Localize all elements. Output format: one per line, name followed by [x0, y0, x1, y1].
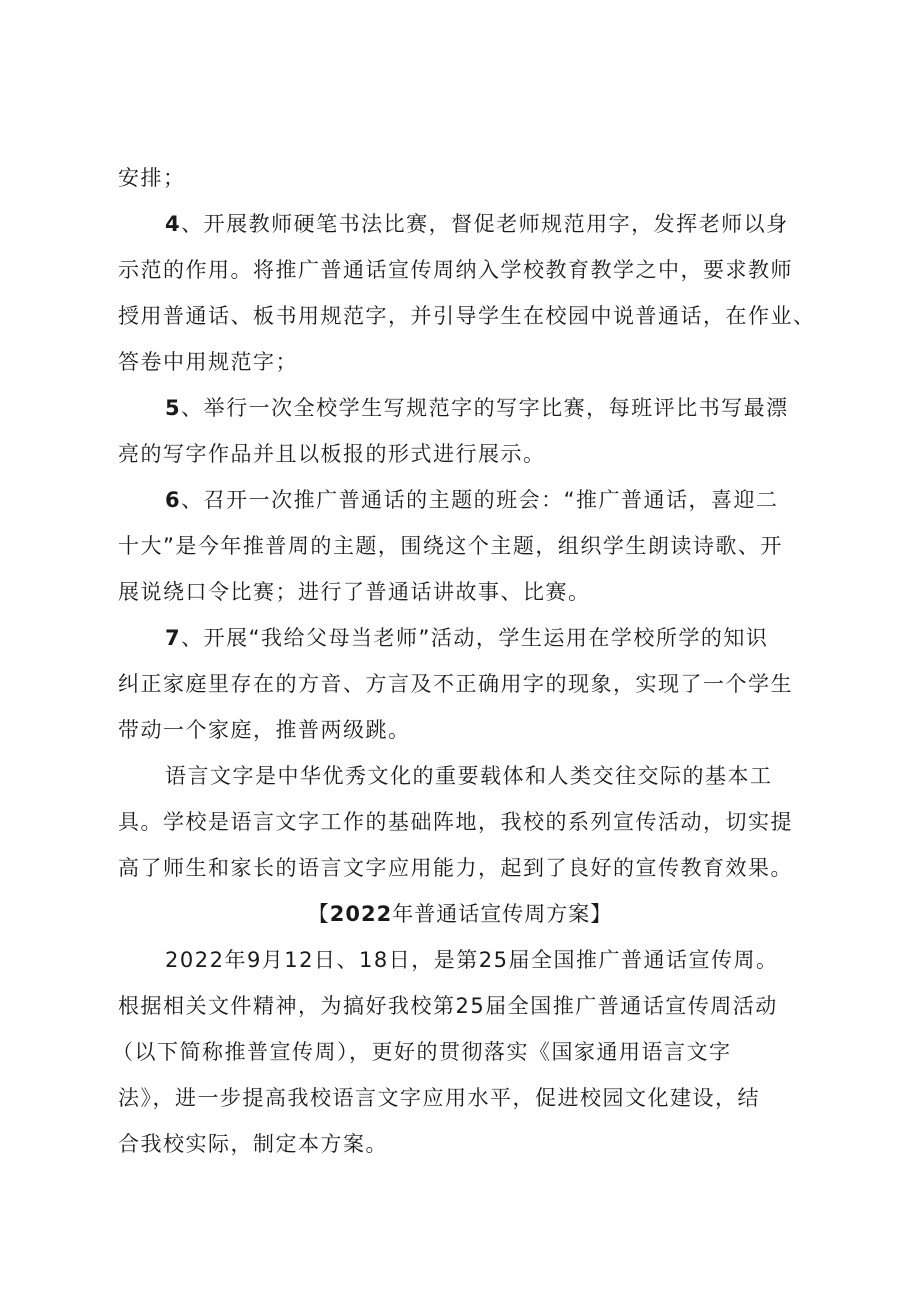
paragraph-line: 根据相关文件精神，为搞好我校第25届全国推广普通话宣传周活动 [118, 994, 778, 1018]
paragraph-line: 十大”是今年推普周的主题，围绕这个主题，组织学生朗读诗歌、开 [118, 534, 783, 558]
paragraph-line: 高了师生和家长的语言文字应用能力，起到了良好的宣传教育效果。 [118, 856, 793, 880]
section-heading: 【2022年普通话宣传周方案】 [307, 902, 613, 926]
paragraph-line: 纠正家庭里存在的方音、方言及不正确用字的现象，实现了一个学生 [118, 672, 793, 696]
paragraph-line: 5、举行一次全校学生写规范字的写字比赛，每班评比书写最漂 [165, 396, 789, 420]
paragraph-line: 合我校实际，制定本方案。 [118, 1132, 388, 1156]
paragraph-line: 具。学校是语言文字工作的基础阵地，我校的系列宣传活动，切实提 [118, 810, 793, 834]
paragraph-line: （以下简称推普宣传周），更好的贯彻落实《国家通用语言文字 [112, 1040, 732, 1064]
paragraph-line: 亮的写字作品并且以板报的形式进行展示。 [118, 442, 546, 466]
paragraph-line: 4、开展教师硬笔书法比赛，督促老师规范用字，发挥老师以身 [165, 212, 789, 236]
paragraph-line: 带动一个家庭，推普两级跳。 [118, 718, 411, 742]
paragraph-line: 展说绕口令比赛；进行了普通话讲故事、比赛。 [118, 580, 591, 604]
paragraph-line: 法》，进一步提高我校语言文字应用水平，促进校园文化建设，结 [118, 1086, 760, 1110]
paragraph-line: 7、开展“我给父母当老师”活动，学生运用在学校所学的知识 [165, 626, 769, 650]
paragraph-line: 2022年9月12日、18日，是第25届全国推广普通话宣传周。 [165, 948, 779, 972]
paragraph-line: 安排； [118, 166, 186, 190]
paragraph-line: 6、召开一次推广普通话的主题的班会：“推广普通话，喜迎二 [165, 488, 779, 512]
paragraph-line: 授用普通话、板书用规范字，并引导学生在校园中说普通话，在作业、 [118, 304, 816, 328]
paragraph-line: 语言文字是中华优秀文化的重要载体和人类交往交际的基本工 [165, 764, 773, 788]
paragraph-line: 示范的作用。将推广普通话宣传周纳入学校教育教学之中，要求教师 [118, 258, 793, 282]
paragraph-line: 答卷中用规范字； [118, 350, 298, 374]
